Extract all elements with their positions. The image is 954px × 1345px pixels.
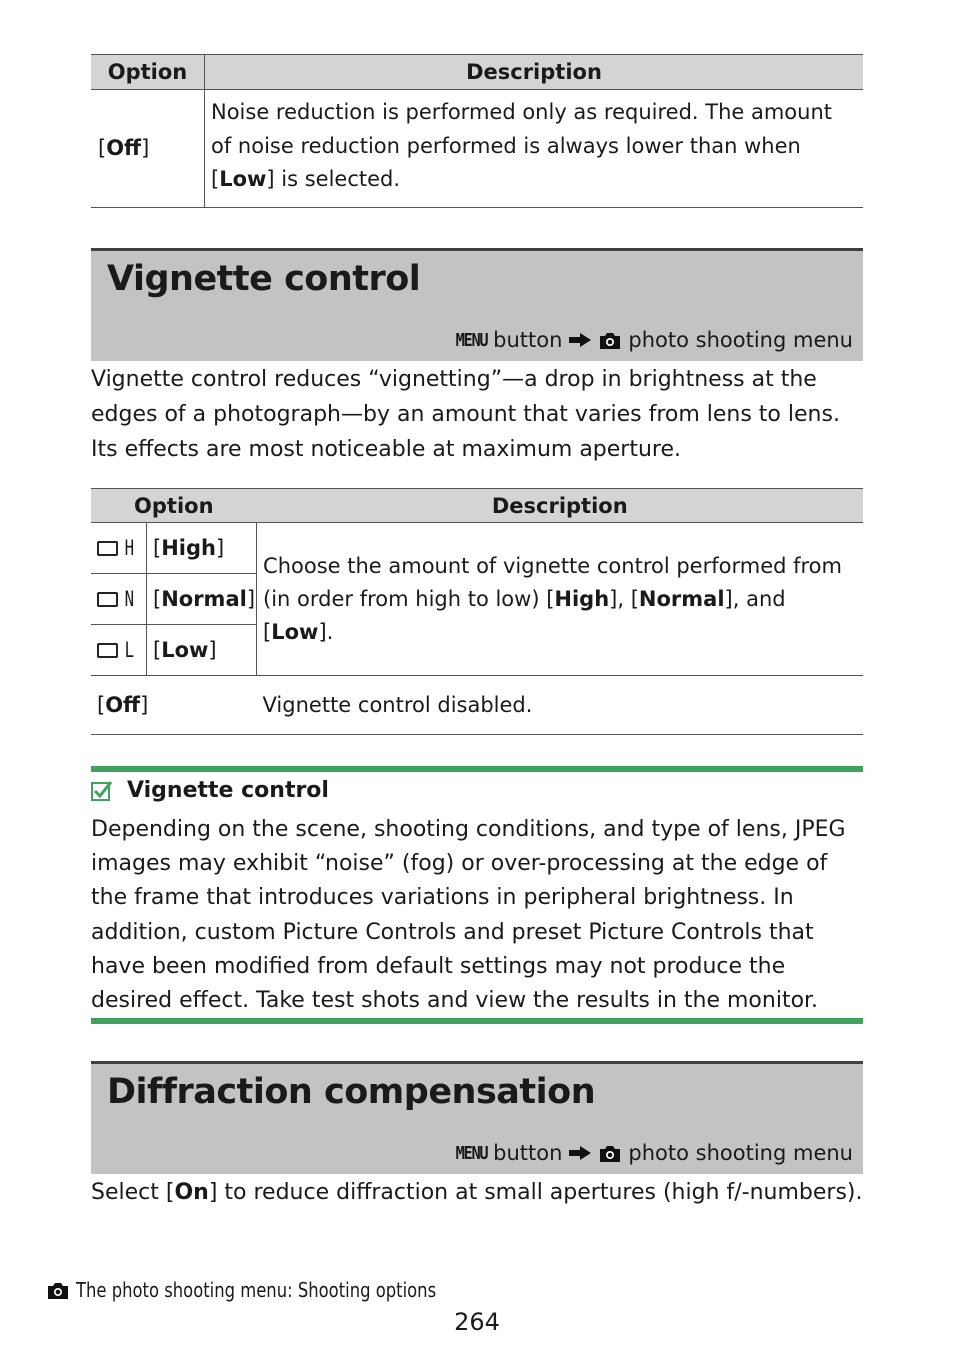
section-title: Vignette control — [107, 259, 421, 299]
section-title: Diffraction compensation — [107, 1072, 596, 1112]
table-header-description: Description — [257, 489, 863, 523]
vignette-high-icon: H — [97, 536, 146, 560]
note-title: Vignette control — [91, 778, 329, 803]
table-header-option: Option — [91, 489, 257, 523]
vignette-low-icon: L — [97, 638, 146, 662]
table-row — [91, 523, 863, 574]
arrow-icon — [568, 1145, 592, 1161]
arrow-icon — [568, 332, 592, 348]
note-body: Depending on the scene, shooting conditions, and type of lens, JPEG images may exhibit “noise” (fog) or over-processing at the edge of the frame that introduces variations in peripheral brightness. In addition, custom Picture Controls and preset Picture Controls that have been modified from default settings may not produce the desired effect. Take test shots and view the results in the monitor. — [91, 817, 846, 1014]
noise-reduction-table — [91, 54, 863, 208]
check-icon — [91, 780, 113, 802]
note-top-bar — [91, 766, 863, 772]
camera-icon — [46, 1281, 70, 1300]
button-label: button — [493, 328, 563, 352]
table-row — [91, 676, 863, 735]
camera-icon — [598, 1144, 622, 1163]
table-row — [91, 90, 863, 208]
footer-section-link[interactable]: The photo shooting menu: Shooting options — [46, 1278, 515, 1302]
vignette-control-heading — [91, 248, 863, 361]
note-bottom-bar — [91, 1018, 863, 1024]
vignette-normal-icon: N — [97, 587, 146, 611]
page-number: 264 — [454, 1308, 500, 1336]
menu-button-label: MENU — [455, 1142, 488, 1164]
description-cell: Vignette control disabled. — [257, 676, 863, 735]
menu-name: photo shooting menu — [628, 328, 853, 352]
menu-button-label: MENU — [455, 329, 488, 351]
camera-icon — [598, 331, 622, 350]
menu-path — [450, 328, 853, 352]
menu-path — [450, 1141, 853, 1165]
button-label: button — [493, 1141, 563, 1165]
diffraction-text: Select [On] to reduce diffraction at small apertures (high f/-numbers). — [91, 1180, 863, 1205]
option-cell: [Off] — [91, 90, 205, 208]
option-cell: [High] — [147, 523, 257, 574]
vignette-options-table — [91, 488, 863, 735]
menu-name: photo shooting menu — [628, 1141, 853, 1165]
option-cell: [Low] — [147, 625, 257, 676]
option-cell: [Off] — [91, 676, 257, 735]
description-cell: Choose the amount of vignette control performed from (in order from high to low) [High], [Normal], and [Low]. — [257, 523, 863, 676]
table-header-option: Option — [91, 55, 205, 90]
vignette-intro: Vignette control reduces “vignetting”—a drop in brightness at the edges of a photograph—by an amount that varies from lens to lens. Its effects are most noticeable at maximum aperture. — [91, 367, 840, 462]
diffraction-compensation-heading — [91, 1061, 863, 1174]
description-cell: Noise reduction is performed only as required. The amount of noise reduction performed is always lower than when [Low] is selected. — [205, 90, 864, 208]
option-cell: [Normal] — [147, 574, 257, 625]
table-header-description: Description — [205, 55, 864, 90]
